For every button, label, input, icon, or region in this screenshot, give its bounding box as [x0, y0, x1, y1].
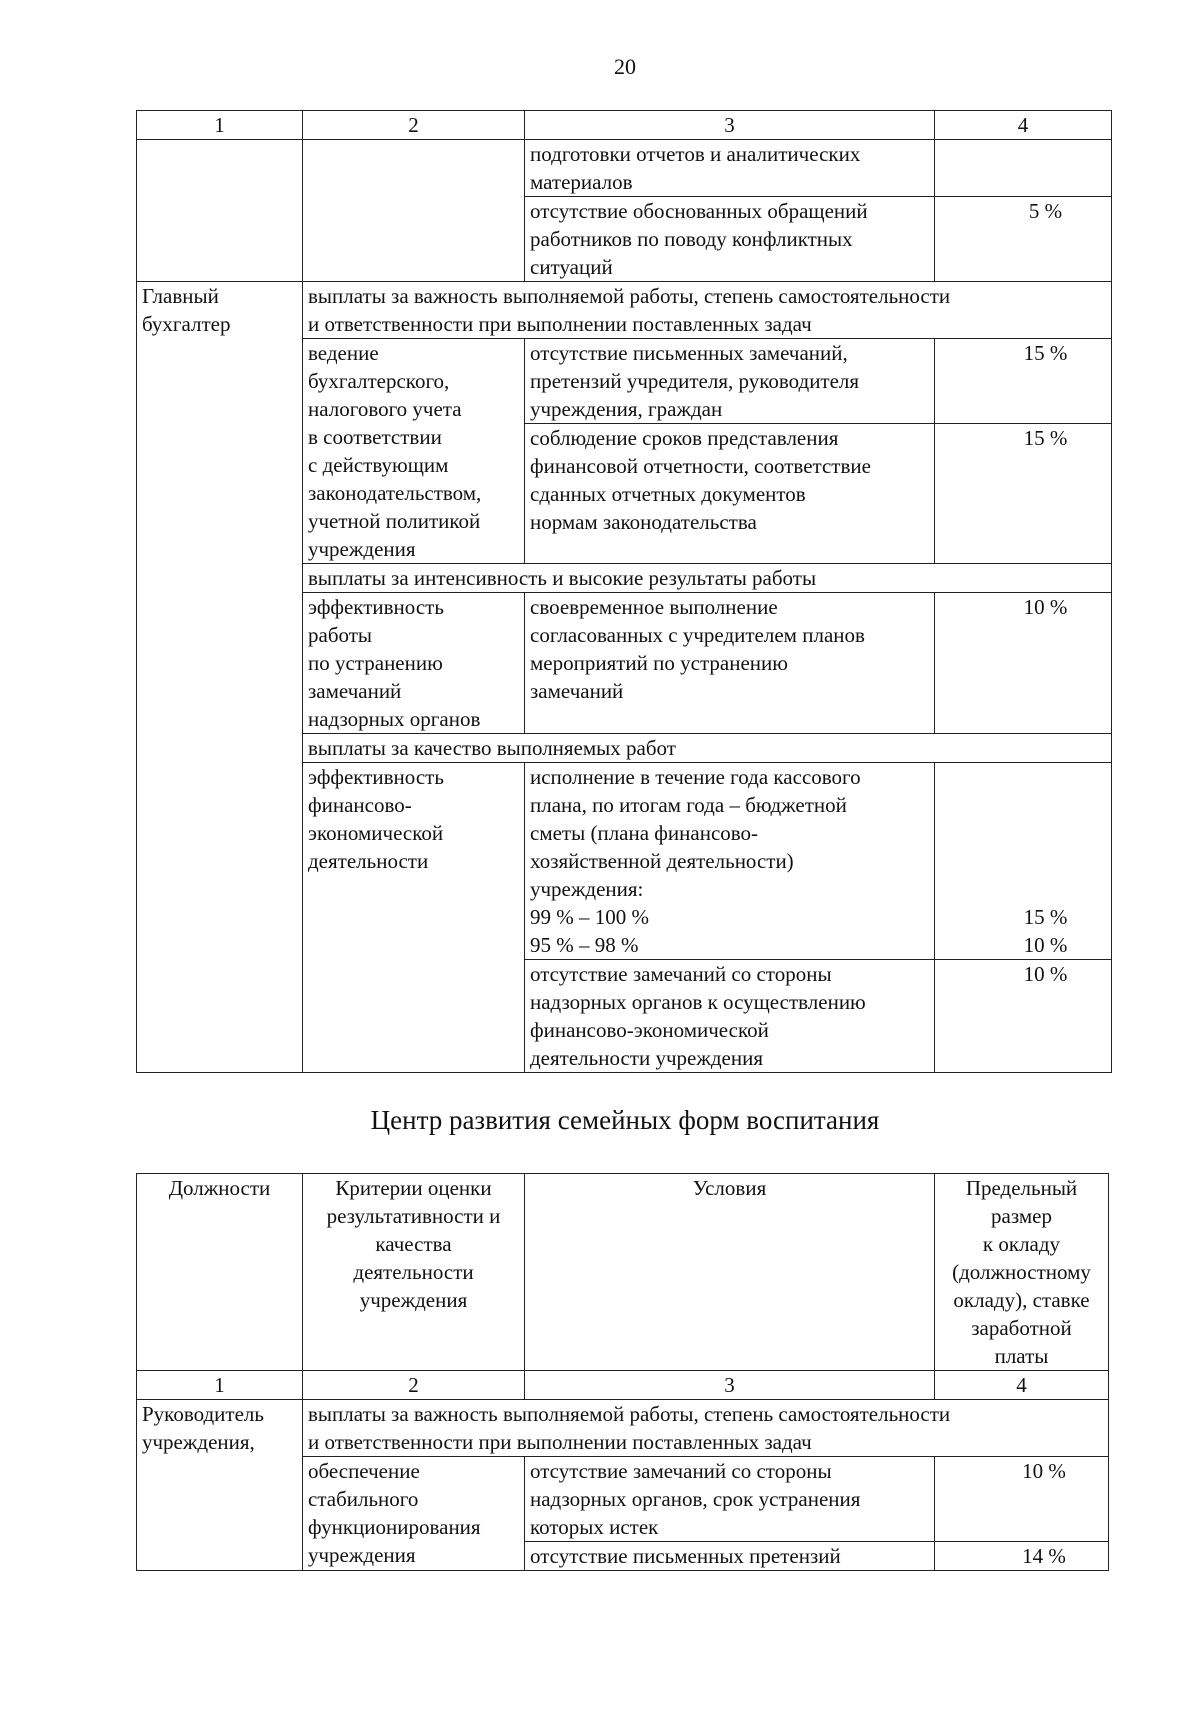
position-cell: Руководитель учреждения,	[137, 1400, 303, 1571]
empty-criterion-cell	[303, 140, 525, 282]
criterion-cell: обеспечение стабильного функционирования учреждения	[303, 1457, 525, 1571]
group-heading: выплаты за интенсивность и высокие результаты работы	[303, 564, 1112, 593]
condition-cell: отсутствие письменных претензий	[525, 1542, 935, 1571]
value-cell: 15 %	[935, 339, 1112, 424]
condition-cell: исполнение в течение года кассового плана, по итогам года – бюджетной сметы (плана финансово- хозяйственной деятельности) учреждения: 99 % – 100 % 95 % – 98 %	[525, 763, 935, 960]
value-cell: 10 %	[935, 1457, 1109, 1542]
header-positions: Должности	[137, 1174, 303, 1371]
value-cell: 10 %	[935, 593, 1112, 734]
condition-cell: своевременное выполнение согласованных с учредителем планов мероприятий по устранению замечаний	[525, 593, 935, 734]
table-row	[137, 140, 1112, 197]
condition-cell: отсутствие обоснованных обращений работников по поводу конфликтных ситуаций	[525, 197, 935, 282]
group-heading: выплаты за важность выполняемой работы, степень самостоятельности и ответственности при выполнении поставленных задач	[303, 282, 1112, 339]
column-number-row	[137, 111, 1112, 140]
column-number: 2	[303, 1371, 525, 1400]
criterion-cell: ведение бухгалтерского, налогового учета в соответствии с действующим законодательством, учетной политикой учреждения	[303, 339, 525, 564]
column-number: 4	[935, 111, 1112, 140]
page-number: 20	[614, 54, 636, 79]
header-criteria: Критерии оценки результативности и качества деятельности учреждения	[303, 1174, 525, 1371]
header-row	[137, 1174, 1109, 1371]
criteria-table-continued	[136, 110, 1112, 1073]
value-cell	[935, 140, 1112, 197]
section-title: Центр развития семейных форм воспитания	[370, 1105, 880, 1135]
condition-cell: отсутствие замечаний со стороны надзорных органов к осуществлению финансово-экономической деятельности учреждения	[525, 960, 935, 1073]
value-cell: 15 % 10 %	[935, 763, 1112, 960]
column-number: 1	[137, 111, 303, 140]
criteria-table	[136, 1173, 1109, 1571]
group-heading: выплаты за важность выполняемой работы, степень самостоятельности и ответственности при выполнении поставленных задач	[303, 1400, 1109, 1457]
column-number: 4	[935, 1371, 1109, 1400]
value-cell: 10 %	[935, 960, 1112, 1073]
group-heading: выплаты за качество выполняемых работ	[303, 734, 1112, 763]
empty-position-cell	[137, 140, 303, 282]
value-cell: 15 %	[935, 424, 1112, 564]
column-number-row	[137, 1371, 1109, 1400]
condition-cell: отсутствие замечаний со стороны надзорных органов, срок устранения которых истек	[525, 1457, 935, 1542]
group-heading-row	[137, 1400, 1109, 1457]
column-number: 1	[137, 1371, 303, 1400]
column-number: 3	[525, 111, 935, 140]
condition-cell: подготовки отчетов и аналитических материалов	[525, 140, 935, 197]
value-cell: 5 %	[935, 197, 1112, 282]
criterion-cell: эффективность финансово- экономической деятельности	[303, 763, 525, 1073]
column-number: 2	[303, 111, 525, 140]
column-number: 3	[525, 1371, 935, 1400]
header-max-size: Предельный размер к окладу (должностному окладу), ставке заработной платы	[935, 1174, 1109, 1371]
group-heading-row	[137, 282, 1112, 339]
position-cell: Главный бухгалтер	[137, 282, 303, 1073]
criterion-cell: эффективность работы по устранению замечаний надзорных органов	[303, 593, 525, 734]
condition-cell: отсутствие письменных замечаний, претензий учредителя, руководителя учреждения, граждан	[525, 339, 935, 424]
value-cell: 14 %	[935, 1542, 1109, 1571]
header-conditions: Условия	[525, 1174, 935, 1371]
condition-cell: соблюдение сроков представления финансовой отчетности, соответствие сданных отчетных документов нормам законодательства	[525, 424, 935, 564]
